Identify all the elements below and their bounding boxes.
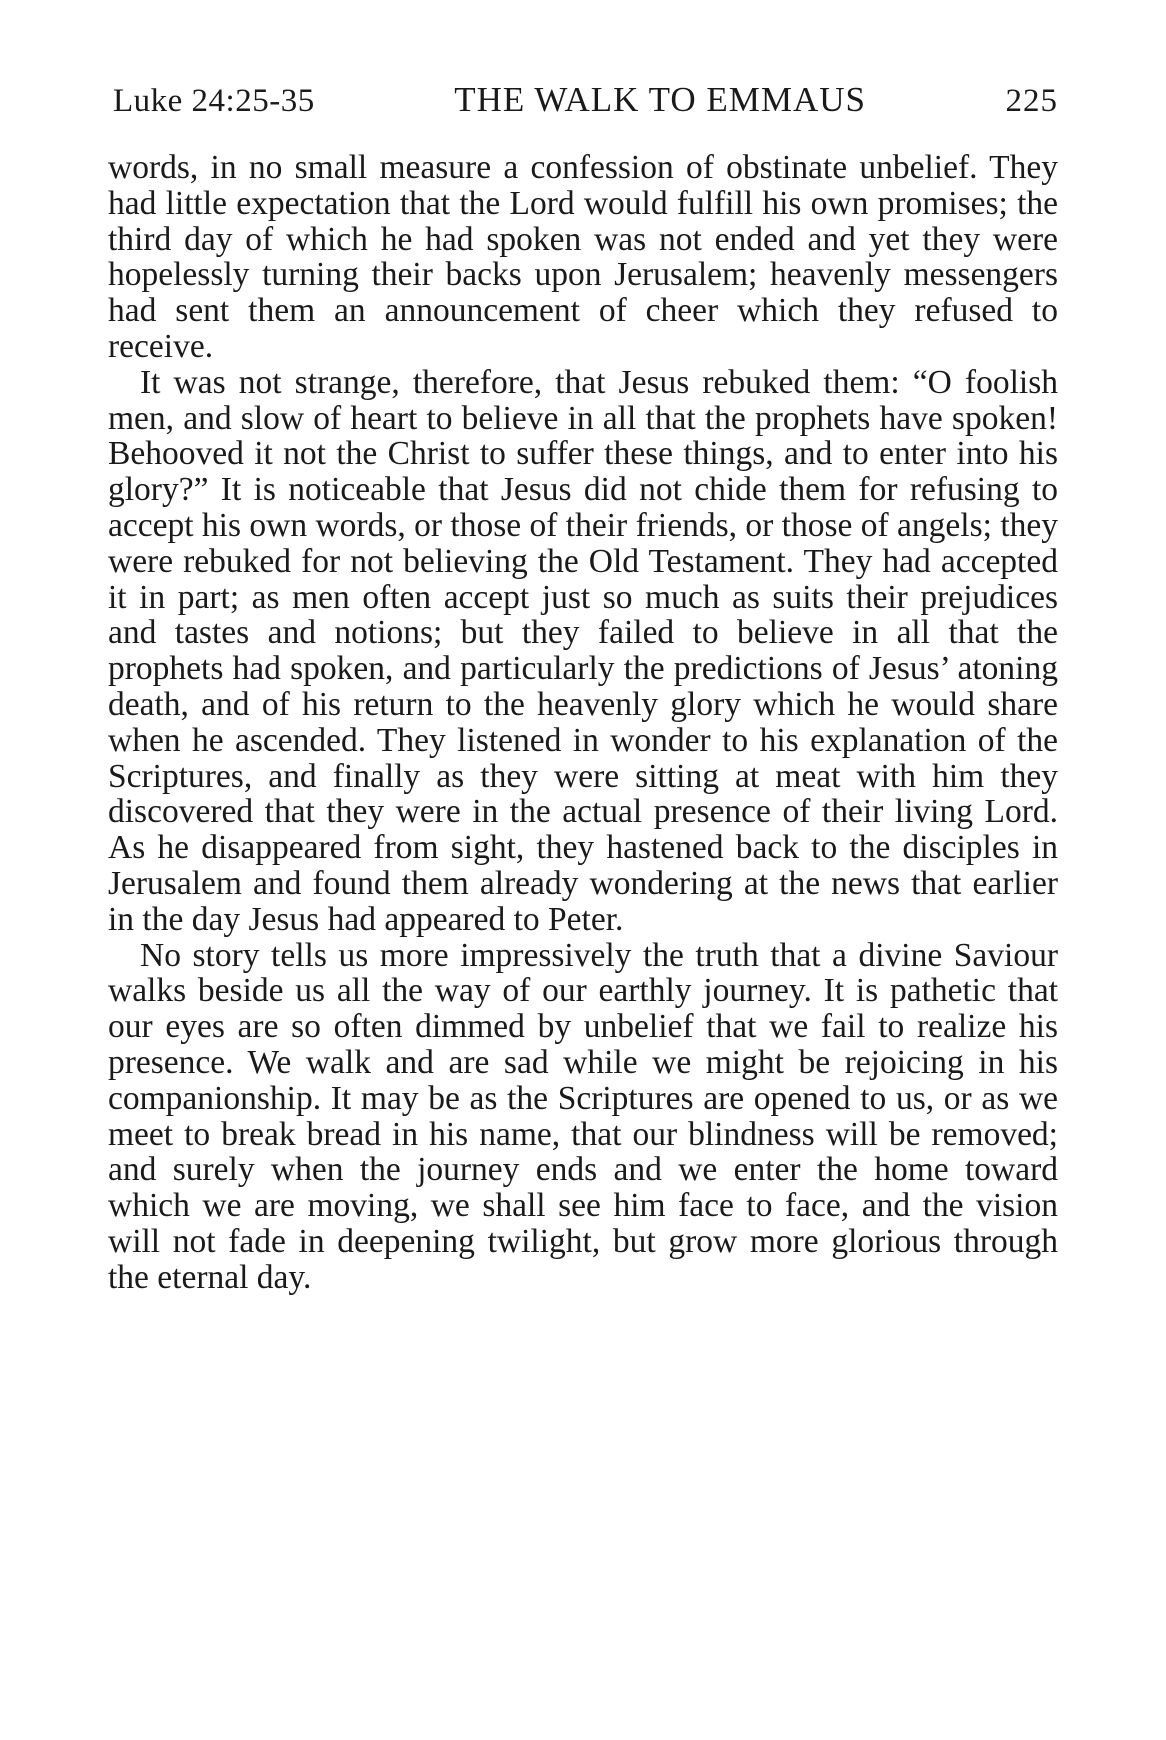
body-text [108, 150, 1058, 1296]
paragraph: words, in no small measure a confession of obstinate unbelief. They had little expectation that the Lord would fulfill his own promises; the third day of which he had spoken was not ended and yet they were hopelessly turning their backs upon Jerusalem; heavenly messengers had sent them an announcement of cheer which they refused to receive. [108, 149, 1058, 365]
page-number: 225 [1005, 83, 1058, 119]
paragraph: No story tells us more impressively the truth that a divine Saviour walks beside us all the way of our earthly journey. It is pathetic that our eyes are so often dimmed by unbelief that we fail to realize his presence. We walk and are sad while we might be rejoicing in his companionship. It may be as the Scriptures are opened to us, or as we meet to break bread in his name, that our blindness will be removed; and surely when the journey ends and we enter the home toward which we are moving, we shall see him face to face, and the vision will not fade in deepening twilight, but grow more glorious through the eternal day. [108, 936, 1058, 1296]
chapter-title: THE WALK TO EMMAUS [454, 80, 866, 119]
running-head [113, 78, 1058, 126]
paragraph: It was not strange, therefore, that Jesus rebuked them: “O foolish men, and slow of heart to believe in all that the prophets have spoken! Behooved it not the Christ to suffer these things, and to enter into his glory?” It is noticeable that Jesus did not chide them for refusing to accept his own words, or those of their friends, or those of angels; they were rebuked for not believing the Old Testament. They had accepted it in part; as men often accept just so much as suits their prejudices and tastes and notions; but they failed to believe in all that the prophets had spoken, and particularly the predictions of Jesus’ atoning death, and of his return to the heavenly glory which he would share when he ascended. They listened in wonder to his explanation of the Scriptures, and finally as they were sitting at meat with him they discovered that they were in the actual presence of their living Lord. As he disappeared from sight, they hastened back to the disciples in Jerusalem and found them already wondering at the news that earlier in the day Jesus had appeared to Peter. [108, 363, 1058, 938]
scripture-reference: Luke 24:25-35 [113, 83, 315, 119]
